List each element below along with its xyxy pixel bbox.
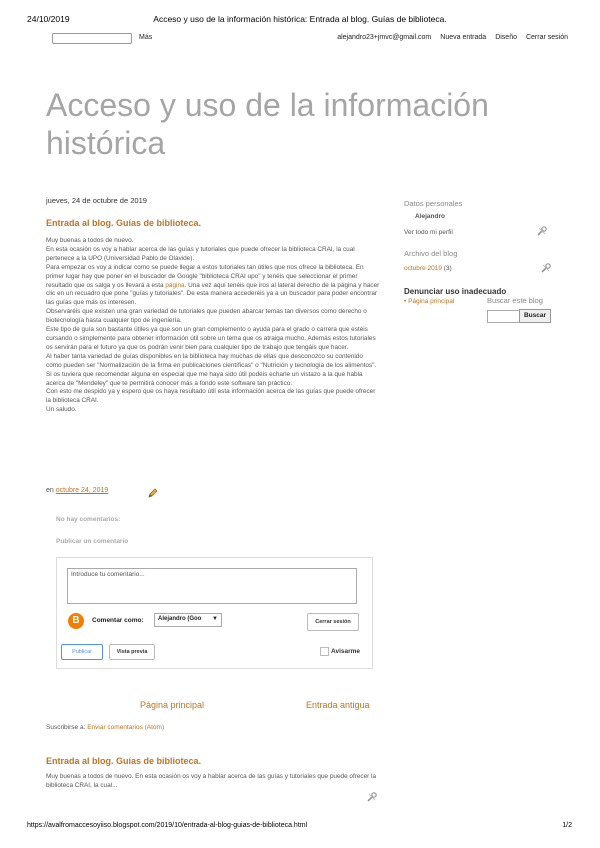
comment-as-label: Comentar como: xyxy=(92,617,144,624)
post-paragraph: Observaréis que existen una gran variedad de tutoriales que pueden abarcar temas tan diversos como derecho o biotecnología hasta cualquier tipo de ingeniería. xyxy=(46,308,367,325)
notify-label: Avisarme xyxy=(331,648,361,655)
print-date: 24/10/2019 xyxy=(27,14,70,24)
notify-checkbox[interactable] xyxy=(320,647,329,656)
post-title[interactable]: Entrada al blog. Guías de biblioteca. xyxy=(46,218,202,228)
blogger-navbar xyxy=(0,33,600,47)
posted-prefix: en xyxy=(46,487,54,494)
wrench-screwdriver-icon[interactable] xyxy=(540,261,552,273)
blog-title[interactable]: Acceso y uso de la información histórica xyxy=(46,87,489,161)
sign-out-link[interactable]: Cerrar sesión xyxy=(525,34,568,41)
profile-name[interactable]: Alejandro xyxy=(415,213,445,220)
wrench-screwdriver-icon[interactable] xyxy=(536,224,548,236)
post-paragraph: Un saludo. xyxy=(46,406,77,414)
post-paragraph: Si os tuviera que recomendar alguna en especial que me haya sido útil podéis echarle un vistazo a la que habla acerca de "Mendeley" que te permitirá conocer más a fondo este software tan práctico. xyxy=(46,370,363,387)
print-url: https://avalfromaccesoyiiso.blogspot.com/2019/10/entrada-al-blog-guias-de-biblioteca.html xyxy=(27,822,308,829)
full-profile-link[interactable]: Ver todo mi perfil xyxy=(404,229,453,236)
no-comments-label: No hay comentarios: xyxy=(56,516,121,523)
post-permalink[interactable]: octubre 24, 2019 xyxy=(55,487,109,494)
pages-home-item: • Página principal xyxy=(404,298,455,305)
archive-widget-title: Archivo del blog xyxy=(404,249,458,258)
older-post-link[interactable]: Entrada antigua xyxy=(306,700,370,710)
post-paragraph: Este tipo de guía son bastante útiles ya que son un gran complemento o ayuda para el grado o carrera que estéis cursando o simplemente para obtener información útil sobre un tema que os atraiga mucho. Además estos tutoriales os servirán para el futuro ya que os podrán venir bien para cualquier tipo de trabajo que tengáis que hacer. xyxy=(46,326,376,351)
chevron-down-icon: ▼ xyxy=(212,616,218,622)
archive-count: (3) xyxy=(443,265,452,272)
report-abuse-link[interactable]: Denunciar uso inadecuado xyxy=(404,287,507,296)
post-paragraph xyxy=(46,264,380,309)
wrench-screwdriver-icon[interactable] xyxy=(366,790,378,802)
comment-textarea[interactable]: Introduce tu comentario... xyxy=(67,568,357,604)
subscribe-prefix: Suscribirse a: xyxy=(46,724,86,731)
post-date: jueves, 24 de octubre de 2019 xyxy=(46,196,147,205)
publish-comment-heading: Publicar un comentario xyxy=(56,538,129,545)
profile-widget-title: Datos personales xyxy=(404,199,463,208)
print-header xyxy=(0,14,600,28)
post-footer xyxy=(46,487,108,494)
print-page-title: Acceso y uso de la información histórica: Entrada al blog. Guías de biblioteca. xyxy=(153,14,447,24)
post-paragraph: Con esto me despido ya y espero que os haya resultado útil esta información acerca de las guías que puede ofrecer la biblioteca CRAI. xyxy=(46,388,376,405)
popular-post-title[interactable]: Entrada al blog. Guías de biblioteca. xyxy=(46,756,202,766)
navbar-email: alejandro23+jmvc@gmail.com xyxy=(337,34,432,41)
post-text: Para empezar os voy a indicar como se puede llegar a estos tutoriales tan útiles que nos ofrece la biblioteca. En primer lugar hay que poner en el buscador de Google "biblioteca CRAI upo" y tenéis que seleccionar el primer resultado que os salga y os llevará a esta xyxy=(46,263,364,289)
subscribe-link[interactable]: Enviar comentarios (Atom) xyxy=(87,724,165,731)
blog-search-input[interactable] xyxy=(487,310,521,323)
blogger-logo-icon: B xyxy=(68,613,84,629)
identity-value: Alejandro (Goo xyxy=(158,616,202,622)
navbar-more-link[interactable]: Más xyxy=(139,34,153,41)
preview-button[interactable]: Vista previa xyxy=(109,644,155,660)
pencil-icon[interactable] xyxy=(148,485,158,495)
popular-post-snippet: Muy buenas a todos de nuevo. En esta ocasión os voy a hablar acerca de las guías y tutoriales que puede ofrecer la biblioteca CRAI, la cual... xyxy=(46,773,377,789)
logout-button[interactable]: Cerrar sesión xyxy=(307,613,359,631)
print-footer xyxy=(0,822,600,834)
pages-home-link[interactable]: Página principal xyxy=(408,298,455,305)
new-post-link[interactable]: Nueva entrada xyxy=(440,34,487,41)
comment-form xyxy=(56,557,373,669)
archive-item xyxy=(404,265,452,272)
post-paragraph: Muy buenas a todos de nuevo. xyxy=(46,237,134,244)
post-paragraph: En esta ocasión os voy a hablar acerca de las guías y tutoriales que puede ofrecer la biblioteca CRAI, la cual pertenece a la UPO (Universidad Pablo de Olavide). xyxy=(46,245,355,262)
post-text: . Una vez aquí tenéis que iros al lateral derecho de la página y hacer clic en un recuadro que pone "guías y tutoriales". De esta manera accederéis ya a un buscador para poder encontrar las guías que más os interesen. xyxy=(46,281,380,307)
home-page-link[interactable]: Página principal xyxy=(140,700,205,710)
design-link[interactable]: Diseño xyxy=(495,34,517,41)
publish-button[interactable]: Publicar xyxy=(61,644,103,660)
subscribe-line xyxy=(46,724,164,731)
crai-page-link[interactable]: página xyxy=(165,281,185,289)
navbar-user-links xyxy=(337,34,568,41)
blog-search-button[interactable]: Buscar xyxy=(519,309,551,323)
archive-month-link[interactable]: octubre 2019 xyxy=(404,265,442,272)
search-widget-title: Buscar este blog xyxy=(487,296,543,305)
post-paragraph: Al haber tanta variedad de guías disponibles en la biblioteca hay muchas de ellas que desconozco su contenido como pueden ser "Normalización de la firma en publicaciones científicas" o "Nutrición y tecnología de los alimentos". xyxy=(46,352,377,369)
identity-select[interactable] xyxy=(154,613,222,627)
print-page-number: 1/2 xyxy=(562,822,572,829)
navbar-search-input[interactable] xyxy=(52,33,132,44)
post-body xyxy=(46,237,380,415)
